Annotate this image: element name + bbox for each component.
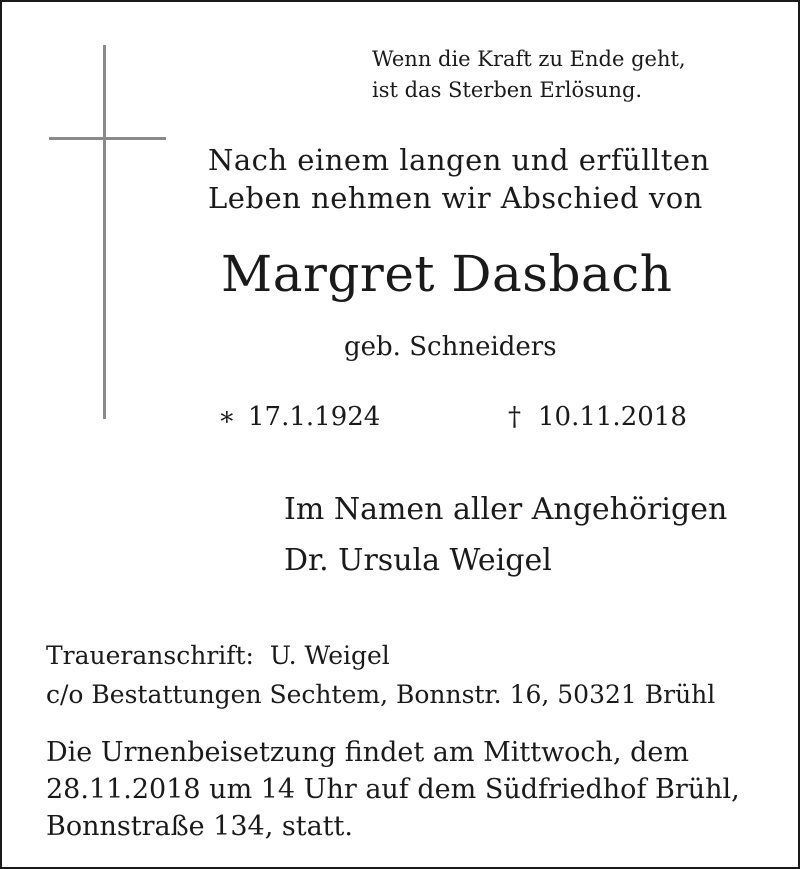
service-line: 28.11.2018 um 14 Uhr auf dem Südfriedhof Brühl, <box>46 774 740 805</box>
cross-icon <box>103 45 106 419</box>
service-line: Bonnstraße 134, statt. <box>46 811 353 842</box>
service-info <box>46 734 740 845</box>
birth-date-group <box>218 400 380 434</box>
death-date: 10.11.2018 <box>538 402 687 432</box>
motto-line: ist das Sterben Erlösung. <box>372 78 643 102</box>
signer-line: Dr. Ursula Weigel <box>284 543 552 578</box>
death-date-group <box>508 400 687 434</box>
signers <box>284 484 727 586</box>
signer-line: Im Namen aller Angehörigen <box>284 492 728 527</box>
deceased-name: Margret Dasbach <box>221 245 673 303</box>
motto-line: Wenn die Kraft zu Ende geht, <box>372 47 686 71</box>
motto <box>372 44 686 106</box>
death-cross-icon: † <box>508 402 521 432</box>
address-line: c/o Bestattungen Sechtem, Bonnstr. 16, 50321 Brühl <box>46 680 716 709</box>
birth-star-icon: ∗ <box>218 402 236 432</box>
cross-icon-bar <box>49 137 166 140</box>
intro-line: Nach einem langen und erfüllten <box>208 143 710 177</box>
intro-line: Leben nehmen wir Abschied von <box>208 181 703 215</box>
intro-text <box>208 141 710 217</box>
mourning-address <box>46 636 715 714</box>
birth-date: 17.1.1924 <box>248 402 381 432</box>
address-line: Traueranschrift: U. Weigel <box>46 641 390 670</box>
service-line: Die Urnenbeisetzung findet am Mittwoch, dem <box>46 737 689 768</box>
maiden-name: geb. Schneiders <box>344 332 557 362</box>
